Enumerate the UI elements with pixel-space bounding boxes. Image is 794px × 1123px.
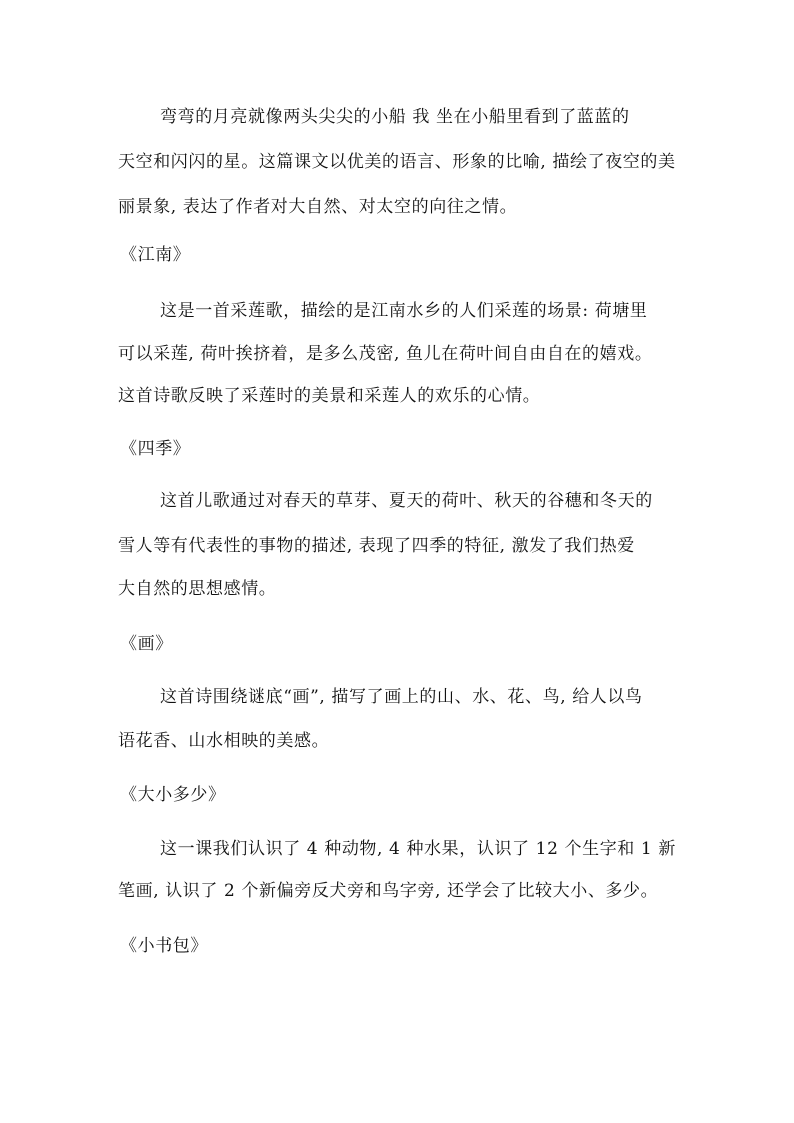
section-heading: 《小书包》 [120,936,208,956]
paragraph-line: 这首诗歌反映了采莲时的美景和采莲人的欢乐的心情。 [118,386,541,406]
section-heading: 《画》 [120,634,173,654]
section-heading: 《江南》 [120,245,191,265]
paragraph-line: 天空和闪闪的星。这篇课文以优美的语言、形象的比喻, 描绘了夜空的美 [118,152,676,172]
paragraph-line: 可以采莲, 荷叶挨挤着，是多么茂密, 鱼儿在荷叶间自由自在的嬉戏。 [118,344,653,364]
paragraph-line: 大自然的思想感情。 [118,579,277,599]
paragraph-line: 笔画, 认识了 2 个新偏旁反犬旁和鸟字旁, 还学会了比较大小、多少。 [118,881,659,901]
section-heading: 《大小多少》 [120,785,226,805]
paragraph-line: 丽景象, 表达了作者对大自然、对太空的向往之情。 [118,197,518,217]
paragraph-line: 语花香、山水相映的美感。 [118,731,330,751]
paragraph-line: 这一课我们认识了 4 种动物, 4 种水果，认识了 12 个生字和 1 新 [160,839,676,859]
paragraph-line: 雪人等有代表性的事物的描述, 表现了四季的特征, 激发了我们热爱 [118,536,635,556]
section-heading: 《四季》 [120,439,191,459]
paragraph-line: 弯弯的月亮就像两头尖尖的小船 我 坐在小船里看到了蓝蓝的 [160,107,630,127]
paragraph-line: 这首诗围绕谜底“画”, 描写了画上的山、水、花、鸟, 给人以鸟 [160,687,643,707]
paragraph-line: 这是一首采莲歌，描绘的是江南水乡的人们采莲的场景: 荷塘里 [160,301,648,321]
paragraph-line: 这首儿歌通过对春天的草芽、夏天的荷叶、秋天的谷穗和冬天的 [160,491,653,511]
